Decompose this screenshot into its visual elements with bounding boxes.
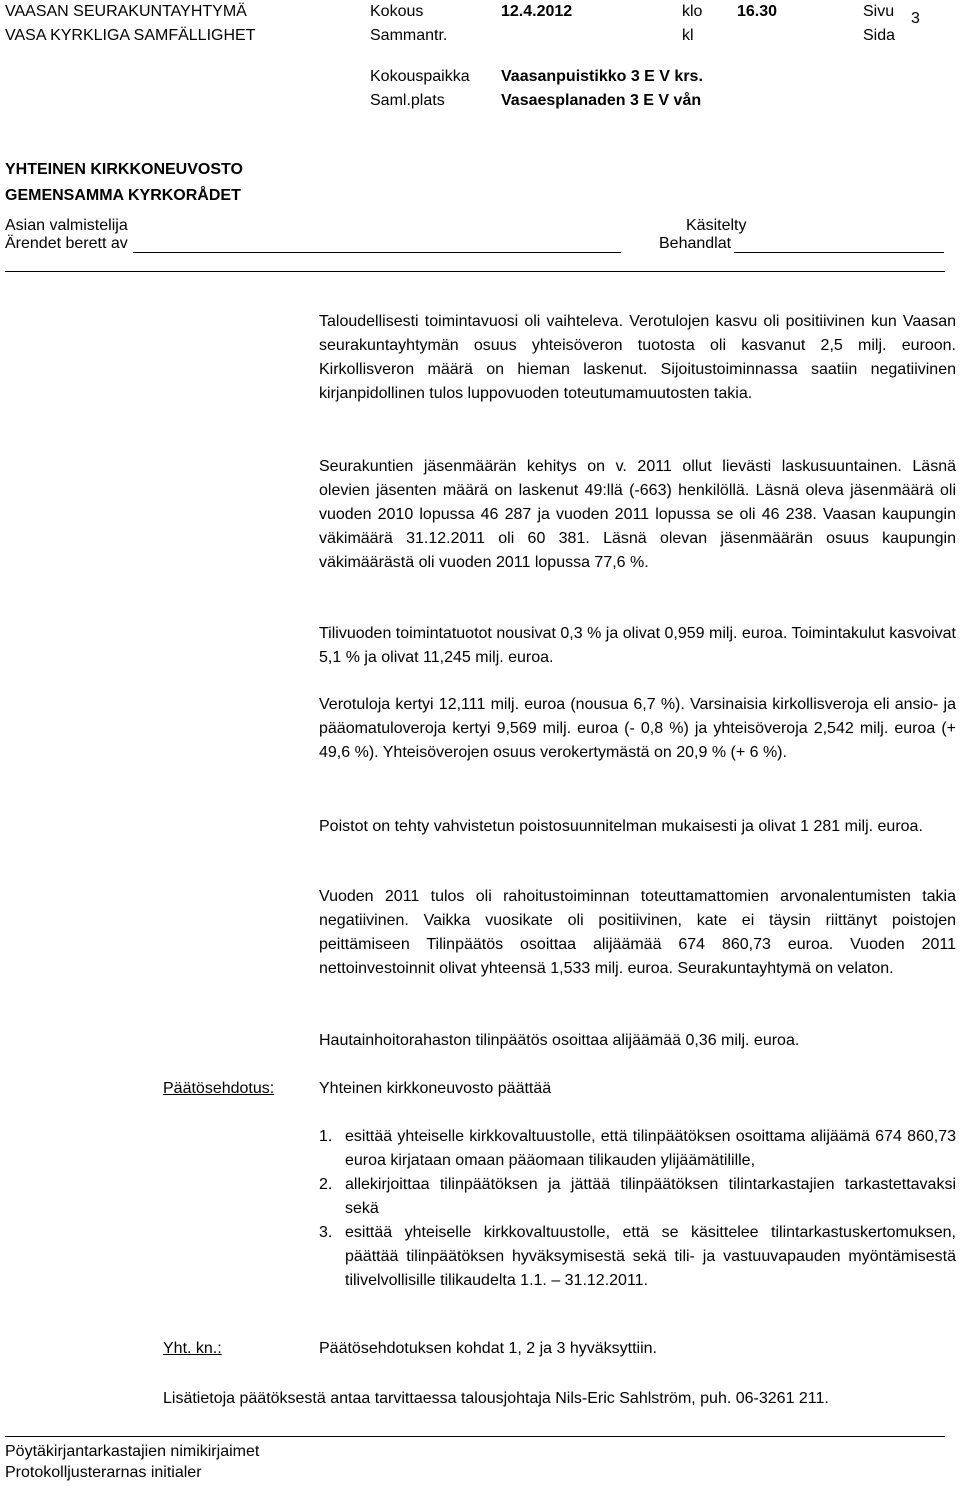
time-label-sv: kl [682, 27, 694, 44]
item-number: 2. [319, 1176, 333, 1193]
item-number: 1. [319, 1128, 333, 1145]
meeting-date: 12.4.2012 [501, 3, 573, 20]
paragraph-depreciation [319, 815, 956, 839]
meeting-time: 16.30 [737, 3, 778, 20]
item-text: esittää yhteiselle kirkkovaltuustolle, että tilinpäätöksen osoittama alijäämä 674 860,73 euroa kirjataan omaan pääomaan tilikauden ylijäämätilille, [345, 1128, 956, 1169]
paragraph-text: Taloudellisesti toimintavuosi oli vaihteleva. Verotulojen kasvu oli positiivinen kun Vaasan seurakuntayhtymän osuus yhteisöveron tuotosta oli kasvanut 2,5 milj. euroon. Kirkollisveron määrä on hieman laskenut. Sijoitustoiminnassa saatiin negatiivinen kirjanpidollinen tulos luppovuoden toteutumamuutosten takia. [319, 313, 956, 402]
info-note: Lisätietoja päätöksestä antaa tarvittaessa talousjohtaja Nils-Eric Sahlström, puh. 06-3261 211. [163, 1390, 829, 1407]
place-label-sv: Saml.plats [370, 92, 445, 109]
decision-text: Päätösehdotuksen kohdat 1, 2 ja 3 hyväksyttiin. [319, 1340, 657, 1357]
org-name-fi: VAASAN SEURAKUNTAYHTYMÄ [5, 3, 247, 20]
meeting-label-fi: Kokous [370, 3, 424, 20]
paragraph-tax-revenue [319, 693, 956, 765]
proposal-label: Päätösehdotus: [163, 1080, 275, 1097]
proposal-item-2 [319, 1173, 956, 1221]
prepared-by-label-sv: Ärendet berett av [5, 235, 128, 252]
paragraph-text: Poistot on tehty vahvistetun poistosuunnitelman mukaisesti ja olivat 1 281 milj. euroa. [319, 818, 923, 835]
page-number: 3 [911, 10, 920, 27]
page-label-fi: Sivu [863, 3, 895, 20]
prepared-by-label-fi: Asian valmistelija [5, 217, 128, 234]
handled-label-fi: Käsitelty [686, 217, 747, 234]
place-label-fi: Kokouspaikka [370, 68, 470, 85]
prepared-by-line [133, 252, 621, 253]
decision-label: Yht. kn.: [163, 1340, 222, 1357]
council-name-fi: YHTEINEN KIRKKONEUVOSTO [5, 161, 243, 178]
meeting-label-sv: Sammantr. [370, 27, 448, 44]
paragraph-text: Hautainhoitorahaston tilinpäätös osoittaa alijäämää 0,36 milj. euroa. [319, 1032, 800, 1049]
paragraph-text: Seurakuntien jäsenmäärän kehitys on v. 2011 ollut lievästi laskusuuntainen. Läsnä olevien jäsenten määrä on laskenut 49:llä (-663) henkilöllä. Läsnä oleva jäsenmäärä oli vuoden 2010 lopussa 46 287 ja vuoden 2011 lopussa se oli 46 238. Vaasan kaupungin väkimäärä 31.12.2011 oli 60 381. Läsnä olevan jäsenmäärän osuus kaupungin väkimäärästä oli vuoden 2011 lopussa 77,6 %. [319, 458, 956, 571]
paragraph-grave-fund [319, 1029, 956, 1053]
footer-divider [5, 1436, 945, 1437]
council-name-sv: GEMENSAMMA KYRKORÅDET [5, 187, 241, 204]
org-name-sv: VASA KYRKLIGA SAMFÄLLIGHET [5, 27, 256, 44]
proposal-item-1 [319, 1125, 956, 1173]
item-text: esittää yhteiselle kirkkovaltuustolle, että se käsittelee tilintarkastuskertomuksen, päättää tilinpäätöksen hyväksymisestä sekä tili- ja vastuuvapauden myöntämisestä tilivelvollisille tilikaudelta 1.1. – 31.12.2011. [345, 1224, 956, 1289]
handled-line [734, 252, 944, 253]
proposal-intro: Yhteinen kirkkoneuvosto päättää [319, 1080, 552, 1097]
handled-label-sv: Behandlat [659, 235, 732, 252]
header-divider [5, 271, 945, 272]
paragraph-finance-year [319, 310, 956, 406]
footer-line-fi: Pöytäkirjantarkastajien nimikirjaimet [5, 1443, 260, 1460]
place-sv: Vasaesplanaden 3 E V vån [501, 92, 702, 109]
footer-line-sv: Protokolljusterarnas initialer [5, 1464, 202, 1481]
item-text: allekirjoittaa tilinpäätöksen ja jättää tilinpäätöksen tilintarkastajien tarkastettavaksi sekä [345, 1176, 956, 1217]
paragraph-result [319, 885, 956, 981]
page-label-sv: Sida [863, 27, 896, 44]
proposal-items [319, 1125, 956, 1293]
time-label-fi: klo [682, 3, 703, 20]
item-number: 3. [319, 1224, 333, 1241]
paragraph-text: Vuoden 2011 tulos oli rahoitustoiminnan toteuttamattomien arvonalentumisten takia negatiivinen. Vaikka vuosikate oli positiivinen, kate ei täysin riittänyt poistojen peittämiseen Tilinpäätös osoittaa alijäämää 674 860,73 euroa. Vuoden 2011 nettoinvestoinnit olivat yhteensä 1,533 milj. euroa. Seurakuntayhtymä on velaton. [319, 888, 956, 977]
place-fi: Vaasanpuistikko 3 E V krs. [501, 68, 703, 85]
paragraph-membership [319, 455, 956, 575]
paragraph-operating-income [319, 622, 956, 670]
proposal-item-3 [319, 1221, 956, 1293]
paragraph-text: Tilivuoden toimintatuotot nousivat 0,3 % ja olivat 0,959 milj. euroa. Toimintakulut kasvoivat 5,1 % ja olivat 11,245 milj. euroa. [319, 625, 956, 666]
paragraph-text: Verotuloja kertyi 12,111 milj. euroa (nousua 6,7 %). Varsinaisia kirkollisveroja eli ansio- ja pääomatuloveroja kertyi 9,569 milj. euroa (- 0,8 %) ja yhteisöveroja 2,542 milj. euroa (+ 49,6 %). Yhteisöverojen osuus verokertymästä on 20,9 % (+ 6 %). [319, 696, 956, 761]
